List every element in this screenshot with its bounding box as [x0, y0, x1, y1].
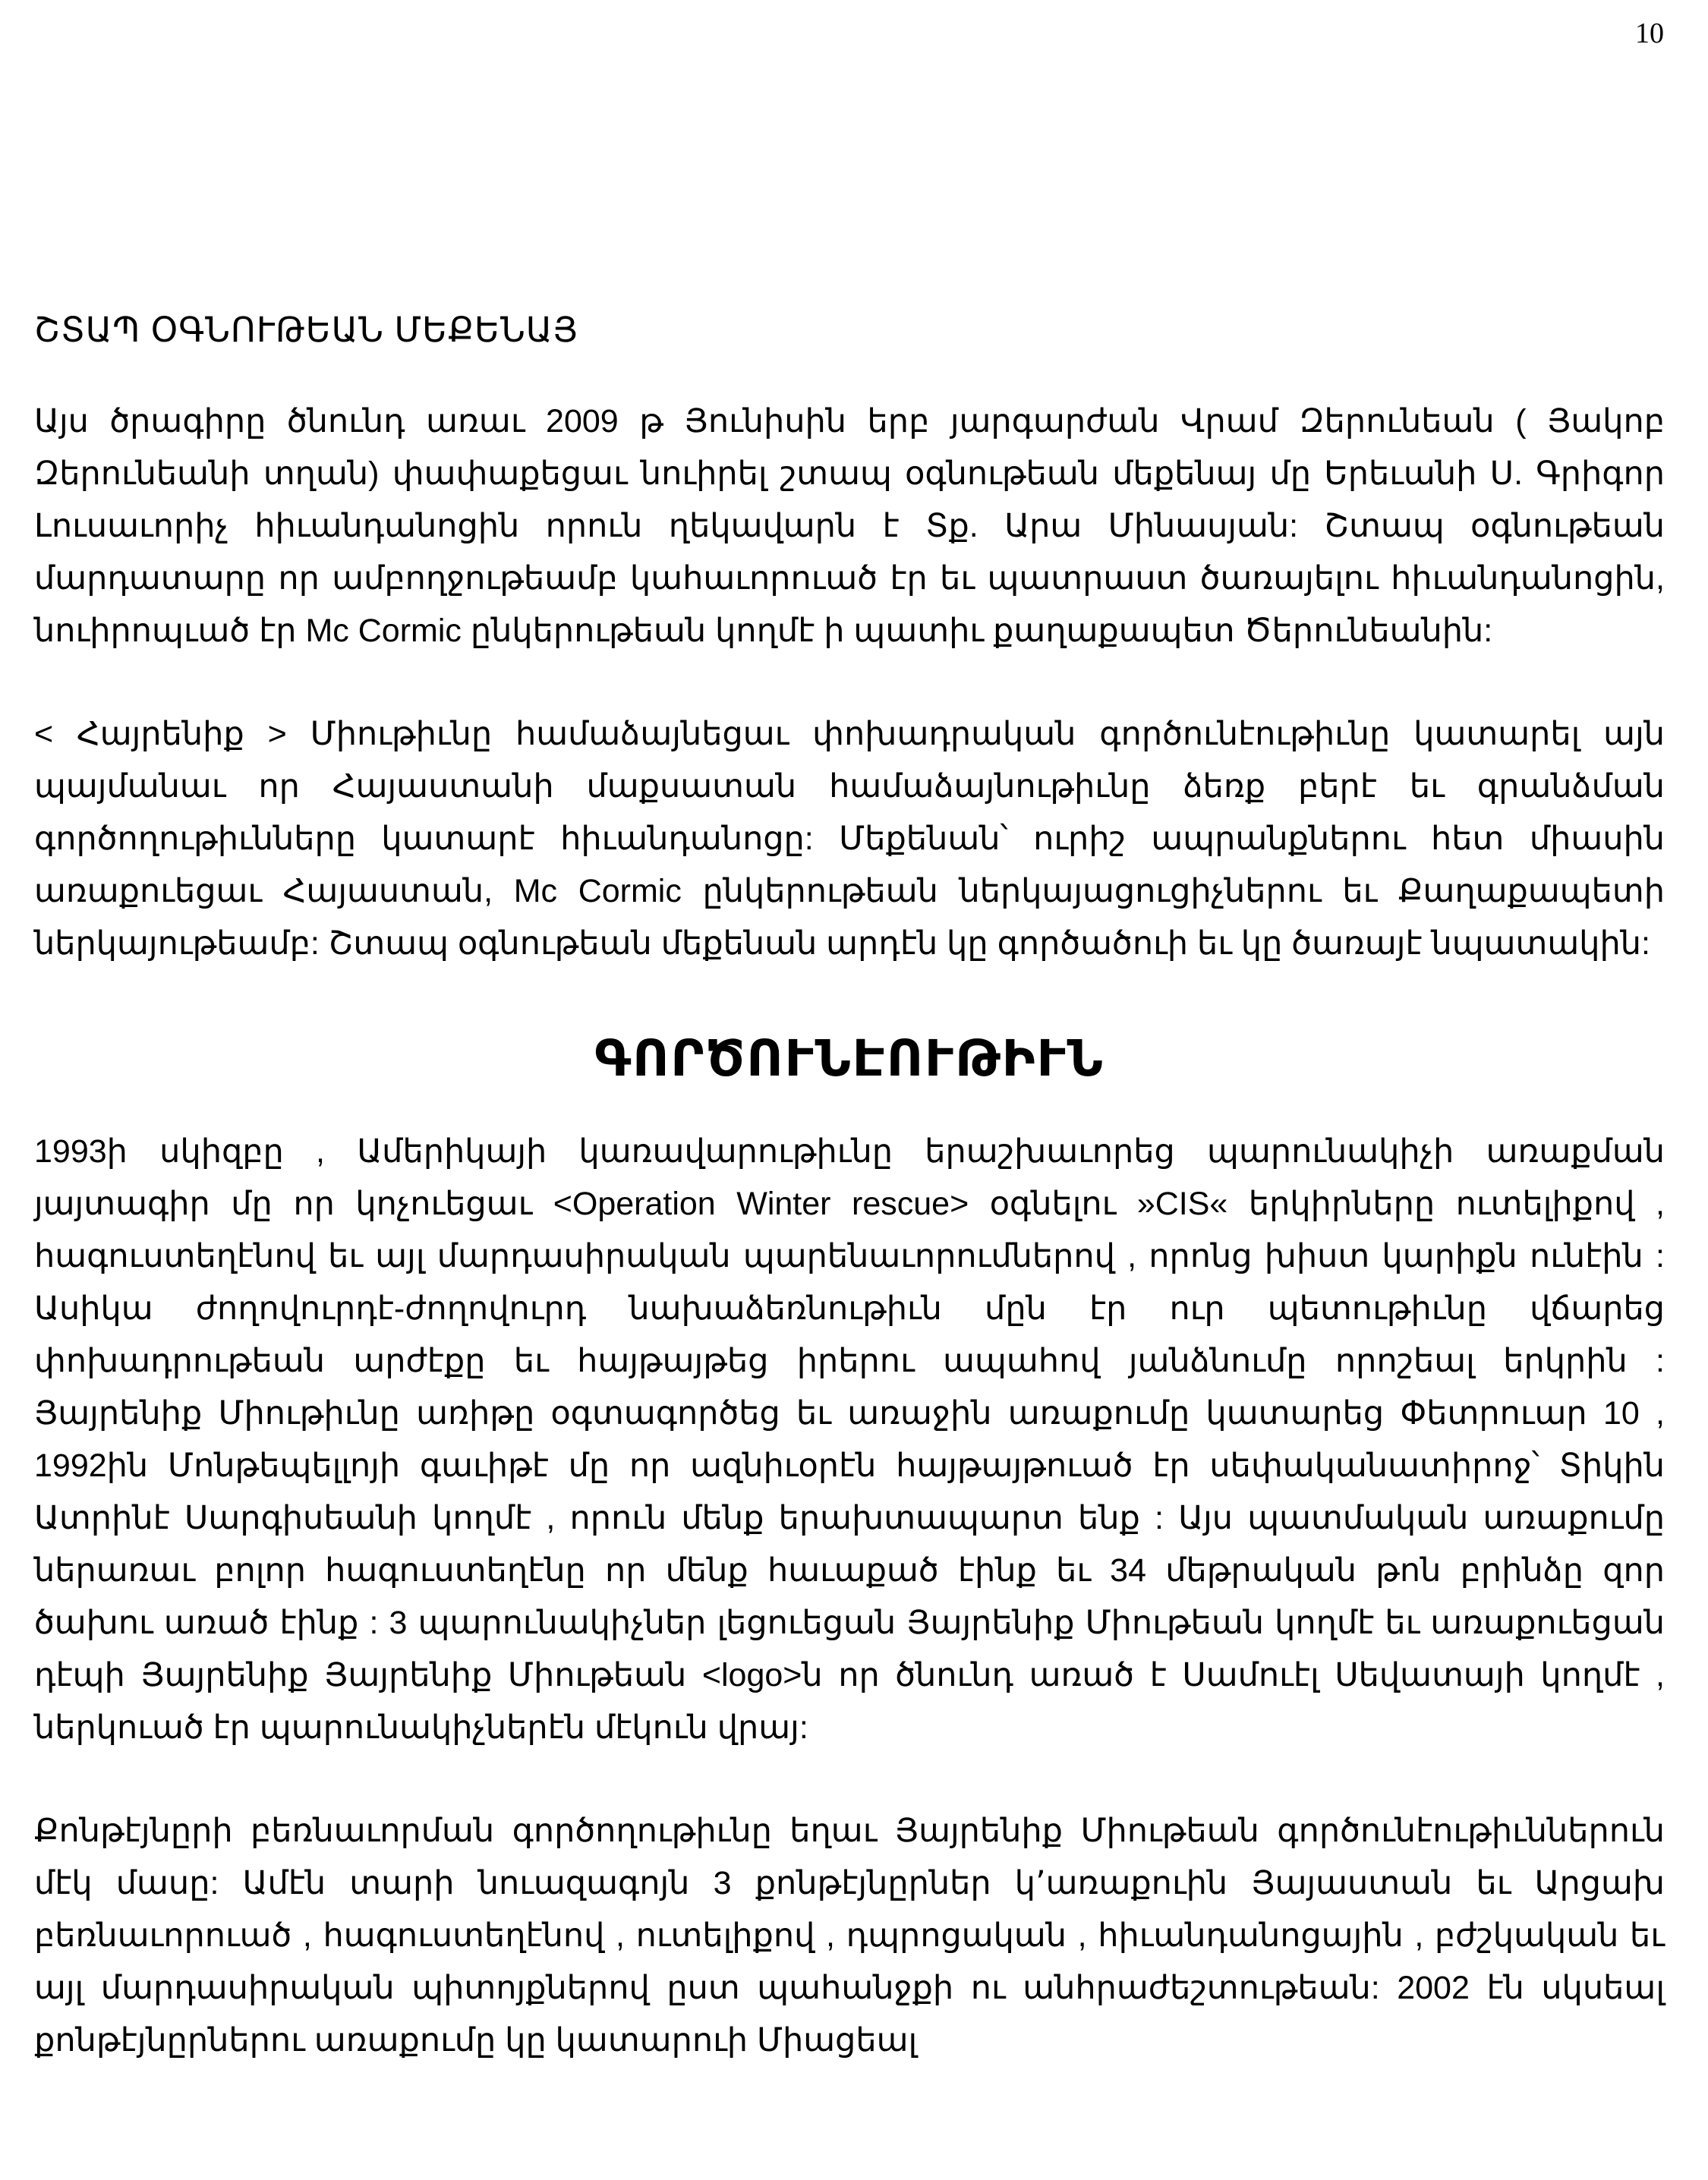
- section-title-activity: ԳՈՐԾՈՒՆԷՈՒԹԻՒՆ: [594, 1030, 1105, 1086]
- paragraph-activity-2: Քոնթէյնըրի բեռնաւորման գործողութիւնը եղաւ Յայրենիք Միութեան գործունէութիւններուն մէկ մասը: Ամէն տարի նուազագոյն 3 քոնթէյնըրներ կ՚առաքուին Յայաստան եւ Արցախ բեռնաւորուած , հագուստեղէնով , ուտելիքով , դպրոցական , հիւանդանոցային , բժշկական եւ այլ մարդասիրական պիտոյքներով ըստ պահանջքի ու անհրաժեշտութեան: 2002 էն սկսեալ քոնթէյնըրներու առաքումը կը կատարուի Միացեալ: [34, 1813, 1665, 2059]
- paragraph-ambulance-1: Այս ծրագիրը ծնունդ առաւ 2009 թ Յունիսին երբ յարգարժան Վրամ Զերունեան ( Յակոբ Զերունեանի տղան) փափաքեցաւ նուիրել շտապ օգնութեան մեքենայ մը Երեւանի Ս. Գրիգոր Լուսաւորիչ հիւանդանոցին որուն ղեկավարն է Տք. Արա Մինասյան: Շտապ օգնութեան մարդատարը որ ամբողջութեամբ կահաւորուած էր եւ պատրաստ ծառայելու հիւանդանոցին, նուիրոպւած էր Mc Cormic ընկերութեան կողմէ ի պատիւ քաղաքապետ Ծերունեանին:: [34, 403, 1665, 649]
- page-number: 10: [1635, 17, 1664, 49]
- paragraph-ambulance-2: < Հայրենիք > Միութիւնը համաձայնեցաւ փոխադրական գործունէութիւնը կատարել այն պայմանաւ որ Հայաստանի մաքսատան համաձայնութիւնը ձեռք բերէ եւ գրանձման գործողութիւնները կատարէ հիւանդանոցը: Մեքենան՝ ուրիշ ապրանքներու հետ միասին առաքուեցաւ Հայաստան, Mc Cormic ընկերութեան ներկայացուցիչներու եւ Քաղաքապետի ներկայութեամբ: Շտապ օգնութեան մեքենան արդէն կը գործածուի եւ կը ծառայէ նպատակին:: [34, 716, 1665, 962]
- paragraph-activity-1: 1993ի սկիզբը , Ամերիկայի կառավարութիւնը երաշխաւորեց պարունակիչի առաքման յայտագիր մը որ կոչուեցաւ <Operation Winter rescue> օգնելու »CIS« երկիրները ուտելիքով , հագուստեղէնով եւ այլ մարդասիրական պարենաւորումներով , որոնց խիստ կարիքն ունէին : Ասիկա ժողովուրդէ-ժողովուրդ նախաձեռնութիւն մըն էր ուր պետութիւնը վճարեց փոխադրութեան արժէքը եւ հայթայթեց իրերու ապահով յանձնումը որոշեալ երկրին : Յայրենիք Միութիւնը առիթը օգտագործեց եւ առաջին առաքումը կատարեց Փետրուար 10 , 1992ին Մոնթեպելլոյի գաւիթէ մը որ ազնիւօրէն հայթայթուած էր սեփականատիրոջ՝ Տիկին Ատրինէ Սարգիսեանի կողմէ , որուն մենք երախտապարտ ենք : Այս պատմական առաքումը ներառաւ բոլոր հագուստեղէնը որ մենք հաւաքած էինք եւ 34 մեթրական թոն բրինձը զոր ծախու առած էինք : 3 պարունակիչներ լեցուեցան Յայրենիք Միութեան կողմէ եւ առաքուեցան դէպի Յայրենիք Յայրենիք Միութեան <logo>ն որ ծնունդ առած է Սամուէլ Սեվատայի կողմէ , ներկուած էր պարունակիչներէն մէկուն վրայ:: [34, 1133, 1665, 1746]
- section-title-ambulance: ՇՏԱՊ ՕԳՆՈՒԹԵԱՆ ՄԵՔԵՆԱՅ: [34, 310, 579, 349]
- document-body: [34, 310, 1665, 2067]
